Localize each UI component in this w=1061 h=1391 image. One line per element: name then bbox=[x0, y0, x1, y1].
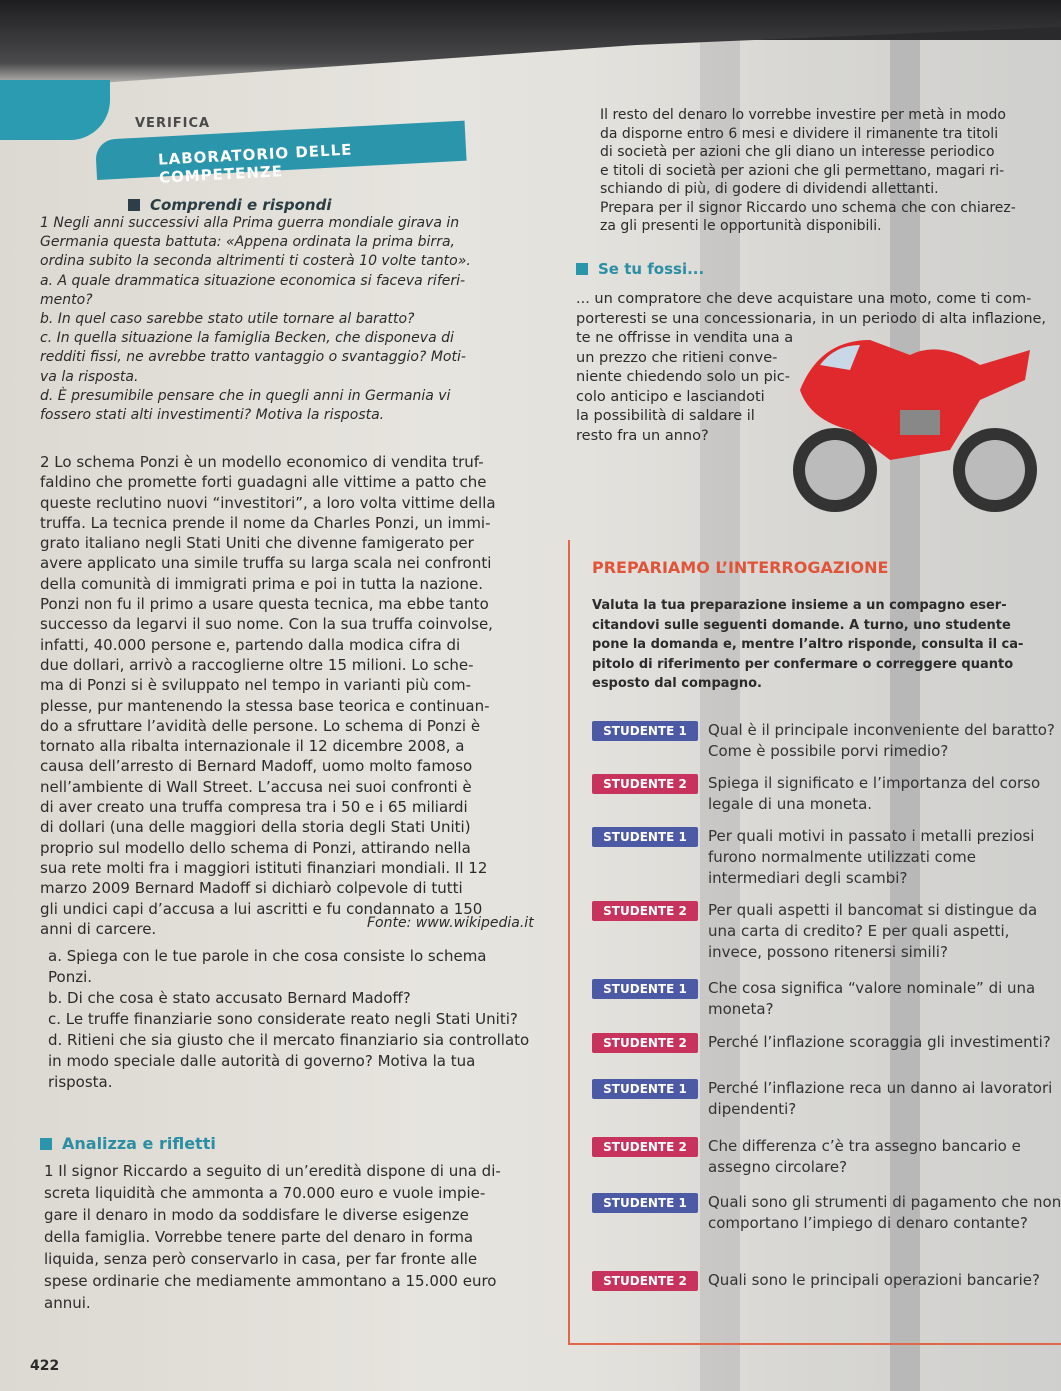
student-badge: STUDENTE 1 bbox=[592, 827, 698, 847]
question-text: Perché l’inflazione reca un danno ai lavoratori dipendenti? bbox=[708, 1079, 1053, 1118]
text-line: niente chiedendo solo un pic- bbox=[576, 369, 791, 385]
text-line: due dollari, arrivò a raccoglierne oltre 15 milioni. Lo sche- bbox=[40, 655, 474, 674]
heading-se-tu-fossi bbox=[576, 260, 704, 278]
question-text: Quali sono le principali operazioni bancarie? bbox=[708, 1271, 1040, 1289]
student-question-item bbox=[592, 720, 1061, 762]
question-2-subquestions bbox=[48, 946, 529, 1093]
student-badge: STUDENTE 2 bbox=[592, 1137, 698, 1157]
student-badge: STUDENTE 1 bbox=[592, 1079, 698, 1099]
text-line: mento? bbox=[40, 291, 93, 308]
text-line: annui. bbox=[44, 1294, 91, 1312]
text-line: nell’ambiente di Wall Street. L’accusa nei suoi confronti è bbox=[40, 777, 472, 796]
text-line: faldino che promette forti guadagni alle vittime a patto che bbox=[40, 473, 487, 492]
student-question-item bbox=[592, 826, 1061, 889]
text-line: 1 Negli anni successivi alla Prima guerra mondiale girava in bbox=[40, 215, 460, 231]
source-citation: Fonte: www.wikipedia.it bbox=[367, 915, 534, 931]
text-line: a. A quale drammatica situazione economica si faceva riferi- bbox=[40, 272, 466, 289]
text-line: infatti, 40.000 persone e, partendo dalla modica cifra di bbox=[40, 635, 461, 654]
heading-analizza bbox=[40, 1134, 216, 1153]
student-badge: STUDENTE 2 bbox=[592, 774, 698, 794]
text-line: esposto dal compagno. bbox=[592, 676, 762, 691]
student-question-item bbox=[592, 978, 1061, 1020]
question-1-comprendi bbox=[40, 214, 471, 425]
text-line: la possibilità di saldare il bbox=[576, 408, 755, 424]
text-line: c. Le truffe finanziarie sono considerate reato negli Stati Uniti? bbox=[48, 1010, 518, 1028]
text-line: redditi fissi, ne avrebbe tratto vantaggio o svantaggio? Moti- bbox=[40, 349, 466, 366]
text-line: grato italiano negli Stati Uniti che divenne famigerato per bbox=[40, 534, 474, 553]
text-line: gare il denaro in modo da soddisfare le diverse esigenze bbox=[44, 1206, 469, 1224]
text-line: queste reclutino nuovi “investitori”, a loro volta vittime della bbox=[40, 493, 496, 512]
text-line: b. Di che cosa è stato accusato Bernard Madoff? bbox=[48, 989, 411, 1007]
text-line: di aver creato una truffa compresa tra i 50 e i 65 miliardi bbox=[40, 798, 468, 817]
text-line: gli undici capi d’accusa a lui ascritti e fu condannato a 150 bbox=[40, 899, 483, 918]
question-1-analizza bbox=[44, 1160, 501, 1314]
text-line: da disporne entro 6 mesi e dividere il rimanente tra titoli bbox=[600, 125, 999, 142]
text-line: sua rete molti fra i maggiori istituti finanziari mondiali. Il 12 bbox=[40, 858, 488, 877]
text-line: te ne offrisse in vendita una a bbox=[576, 330, 794, 346]
text-line: tornato alla ribalta internazionale il 12 dicembre 2008, a bbox=[40, 737, 465, 756]
text-line: schiando di più, di godere di dividendi allettanti. bbox=[600, 181, 939, 197]
heading-text: Se tu fossi... bbox=[598, 260, 705, 278]
text-line: truffa. La tecnica prende il nome da Charles Ponzi, un immi- bbox=[40, 513, 491, 532]
student-question-item bbox=[592, 1192, 1061, 1234]
student-question-item bbox=[592, 900, 1061, 963]
prepariamo-intro bbox=[592, 596, 1023, 694]
text-line: screta liquidità che ammonta a 70.000 euro e vuole impie- bbox=[44, 1184, 486, 1202]
text-line: 2 Lo schema Ponzi è un modello economico di vendita truf- bbox=[40, 453, 484, 471]
text-line: liquida, senza però conservarlo in casa, per far fronte alle bbox=[44, 1250, 478, 1268]
text-line: citandovi sulle seguenti domande. A turno, uno studente bbox=[592, 617, 1011, 633]
text-line: di dollari (una delle maggiori della storia degli Stati Uniti) bbox=[40, 818, 471, 837]
text-line: avere applicato una simile truffa su larga scala nei confronti bbox=[40, 554, 492, 573]
question-text: Spiega il significato e l’importanza del corso legale di una moneta. bbox=[708, 774, 1041, 813]
text-line: do a sfruttare l’avidità delle persone. Lo schema di Ponzi è bbox=[40, 716, 481, 735]
text-line: resto fra un anno? bbox=[576, 427, 709, 444]
question-text: Perché l’inflazione scoraggia gli investimenti? bbox=[708, 1033, 1051, 1051]
text-line: pone la domanda e, mentre l’altro risponde, consulta il ca- bbox=[592, 637, 1024, 652]
text-line: d. Ritieni che sia giusto che il mercato finanziario sia controllato bbox=[48, 1031, 530, 1049]
text-line: di società per azioni che gli diano un interesse periodico bbox=[600, 144, 995, 160]
question-1-continued bbox=[600, 106, 1016, 236]
student-question-item bbox=[592, 1270, 1061, 1291]
text-line: plesse, pur mantenendo la stessa base teorica e continuan- bbox=[40, 696, 490, 715]
text-line: un prezzo che ritieni conve- bbox=[576, 349, 778, 366]
student-badge: STUDENTE 2 bbox=[592, 1271, 698, 1291]
text-line: ordina subito la seconda altrimenti ti costerà 10 volte tanto». bbox=[40, 253, 471, 270]
text-line: anni di carcere. bbox=[40, 919, 157, 938]
text-line: za gli presenti le opportunità disponibili. bbox=[600, 218, 882, 234]
heading-text: Analizza e rifletti bbox=[62, 1134, 216, 1153]
square-bullet-icon bbox=[576, 263, 588, 275]
text-line: a. Spiega con le tue parole in che cosa consiste lo schema bbox=[48, 947, 487, 965]
square-bullet-icon bbox=[40, 1138, 52, 1150]
text-line: ... un compratore che deve acquistare una moto, come ti com- bbox=[576, 291, 1032, 307]
text-line: colo anticipo e lasciandoti bbox=[576, 388, 765, 405]
student-question-item bbox=[592, 1078, 1061, 1120]
text-line: pitolo di riferimento per confermare o correggere quanto bbox=[592, 656, 1014, 672]
text-line: della comunità di immigrati prima e poi in tutta la nazione. bbox=[40, 574, 483, 593]
text-line: va la risposta. bbox=[40, 368, 139, 385]
heading-comprendi bbox=[128, 196, 332, 214]
text-line: spese ordinarie che mediamente ammontano a 15.000 euro bbox=[44, 1272, 497, 1290]
text-line: d. È presumibile pensare che in quegli anni in Germania vi bbox=[40, 387, 451, 404]
prepariamo-title: PREPARIAMO L’INTERROGAZIONE bbox=[592, 558, 889, 577]
text-line: Il resto del denaro lo vorrebbe investire per metà in modo bbox=[600, 107, 1006, 123]
section-banner: LABORATORIO DELLE COMPETENZE bbox=[95, 121, 467, 180]
text-line: 1 Il signor Riccardo a seguito di un’eredità dispone di una di- bbox=[44, 1162, 501, 1180]
text-line: porteresti se una concessionaria, in un periodo di alta inflazione, bbox=[576, 310, 1047, 327]
text-line: risposta. bbox=[48, 1073, 113, 1091]
page-number: 422 bbox=[30, 1358, 60, 1374]
student-badge: STUDENTE 2 bbox=[592, 1033, 698, 1053]
student-badge: STUDENTE 1 bbox=[592, 1193, 698, 1213]
section-label: VERIFICA bbox=[135, 116, 211, 131]
question-text: Qual è il principale inconveniente del baratto? Come è possibile porvi rimedio? bbox=[708, 721, 1055, 760]
question-text: Che differenza c’è tra assegno bancario e assegno circolare? bbox=[708, 1137, 1021, 1176]
text-line: marzo 2009 Bernard Madoff si dichiarò colpevole di tutti bbox=[40, 879, 463, 898]
student-question-item bbox=[592, 1136, 1061, 1178]
text-line: e titoli di società per azioni che gli permettano, magari ri- bbox=[600, 162, 1005, 179]
text-line: in modo speciale dalle autorità di governo? Motiva la tua bbox=[48, 1052, 476, 1070]
text-line: b. In quel caso sarebbe stato utile tornare al baratto? bbox=[40, 311, 415, 328]
text-line: Valuta la tua preparazione insieme a un compagno eser- bbox=[592, 598, 1007, 613]
text-line: ma di Ponzi si è sviluppato nel tempo in varianti più com- bbox=[40, 676, 472, 695]
text-line: della famiglia. Vorrebbe tenere parte del denaro in forma bbox=[44, 1228, 474, 1246]
text-line: Prepara per il signor Riccardo uno schema che con chiarez- bbox=[600, 199, 1016, 216]
student-question-item bbox=[592, 773, 1061, 815]
student-badge: STUDENTE 1 bbox=[592, 979, 698, 999]
text-line: successo da legarvi il suo nome. Con la sua truffa coinvolse, bbox=[40, 615, 493, 634]
text-line: Ponzi. bbox=[48, 968, 93, 986]
square-bullet-icon bbox=[128, 199, 140, 211]
student-badge: STUDENTE 2 bbox=[592, 901, 698, 921]
question-text: Quali sono gli strumenti di pagamento che non comportano l’impiego di denaro contante? bbox=[708, 1193, 1061, 1232]
text-line: proprio sul modello dello schema di Ponzi, attirando nella bbox=[40, 838, 471, 857]
question-2-ponzi bbox=[40, 452, 496, 939]
motorcycle-illustration bbox=[780, 320, 1050, 520]
chapter-tab bbox=[0, 80, 110, 140]
text-line: causa dell’arresto di Bernard Madoff, uomo molto famoso bbox=[40, 757, 473, 776]
student-badge: STUDENTE 1 bbox=[592, 721, 698, 741]
question-text: Per quali motivi in passato i metalli preziosi furono normalmente utilizzati come intermediari degli scambi? bbox=[708, 827, 1035, 887]
question-text: Per quali aspetti il bancomat si distingue da una carta di credito? E per quali aspetti, invece, possono ritenersi simili? bbox=[708, 901, 1038, 961]
heading-text: Comprendi e rispondi bbox=[150, 196, 332, 214]
student-question-item bbox=[592, 1032, 1061, 1053]
text-line: fossero stati alti investimenti? Motiva la risposta. bbox=[40, 407, 385, 424]
question-text: Che cosa significa “valore nominale” di una moneta? bbox=[708, 979, 1036, 1018]
text-line: Ponzi non fu il primo a usare questa tecnica, ma ebbe tanto bbox=[40, 595, 489, 614]
text-line: c. In quella situazione la famiglia Becken, che disponeva di bbox=[40, 330, 454, 347]
text-line: Germania questa battuta: «Appena ordinata la prima birra, bbox=[40, 234, 455, 251]
